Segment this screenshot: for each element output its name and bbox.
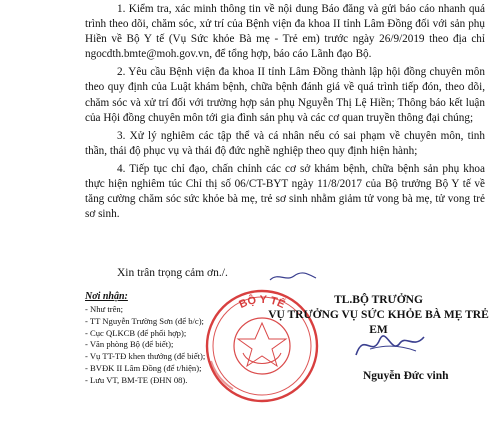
signer-name: Nguyễn Đức vinh (363, 370, 449, 382)
recipients-title: Nơi nhận: (85, 291, 128, 302)
recipient-item: - TT Nguyễn Trường Sơn (để b/c); (85, 315, 204, 326)
paragraph-4: 4. Tiếp tục chỉ đạo, chấn chỉnh các cơ sở khám bệnh, chữa bệnh sản phụ khoa thực hiện nghiêm túc Chỉ thị số 06/CT-BYT ngày 11/8/2017 của Bộ trưởng Bộ Y tế về tăng cường chăm sóc sức khỏe bà mẹ, trẻ sơ sinh nhằm giảm tử vong bà mẹ, tử vong trẻ sơ sinh. (85, 162, 485, 221)
recipient-item: - BVĐK II Lâm Đồng (để t/hiện); (85, 362, 202, 373)
initial-stroke (268, 270, 318, 284)
letter-body (85, 2, 485, 225)
recipient-item: - Như trên; (85, 304, 124, 314)
signature-title-2: VỤ TRƯỞNG VỤ SỨC KHỎE BÀ MẸ TRẺ EM (268, 309, 489, 336)
recipient-item: - Vụ TT-TĐ khen thưởng (để biết); (85, 351, 206, 362)
recipient-item: - Cục QLKCB (để phối hợp); (85, 327, 187, 338)
signature-title-1: TL.BỘ TRƯỞNG (334, 294, 423, 306)
closing-regards: Xin trân trọng cảm ơn./. (117, 267, 228, 279)
paragraph-1: 1. Kiểm tra, xác minh thông tin về nội dung Báo đăng và gửi báo cáo nhanh quá trình theo dõi, chăm sóc, xử trí của Bệnh viện đa khoa II tỉnh Lâm Đồng đối với sản phụ Hiền về Bộ Y tế (Vụ Sức khỏe Bà mẹ - Trẻ em) trước ngày 26/9/2019 theo địa chỉ ngocdth.bmte@moh.gov.vn, để tổng hợp, báo cáo Lãnh đạo Bộ. (85, 3, 485, 61)
recipient-item: - Lưu VT, BM-TE (ĐHN 08). (85, 374, 188, 385)
handwritten-signature (350, 325, 430, 365)
seal-text: BỘ Y TẾ (237, 293, 287, 312)
recipient-item: - Văn phòng Bộ (để biết); (85, 339, 174, 350)
paragraph-3: 3. Xử lý nghiêm các tập thể và cá nhân nếu có sai phạm về chuyên môn, tinh thần, thái độ phục vụ và thái độ đức nghề nghiệp theo quy định hiện hành; (85, 129, 485, 157)
paragraph-2: 2. Yêu cầu Bệnh viện đa khoa II tỉnh Lâm Đồng thành lập hội đồng chuyên môn theo quy định của Luật khám bệnh, chữa bệnh đánh giá về quá trình tiếp đón, theo dõi, chăm sóc và xử trí đối với trường hợp sản phụ Nguyễn Thị Lệ Hiền; Thông báo kết luận của Hội đồng chuyên môn tới gia đình sản phụ và các cơ quan truyền thông đại chúng; (85, 66, 485, 124)
